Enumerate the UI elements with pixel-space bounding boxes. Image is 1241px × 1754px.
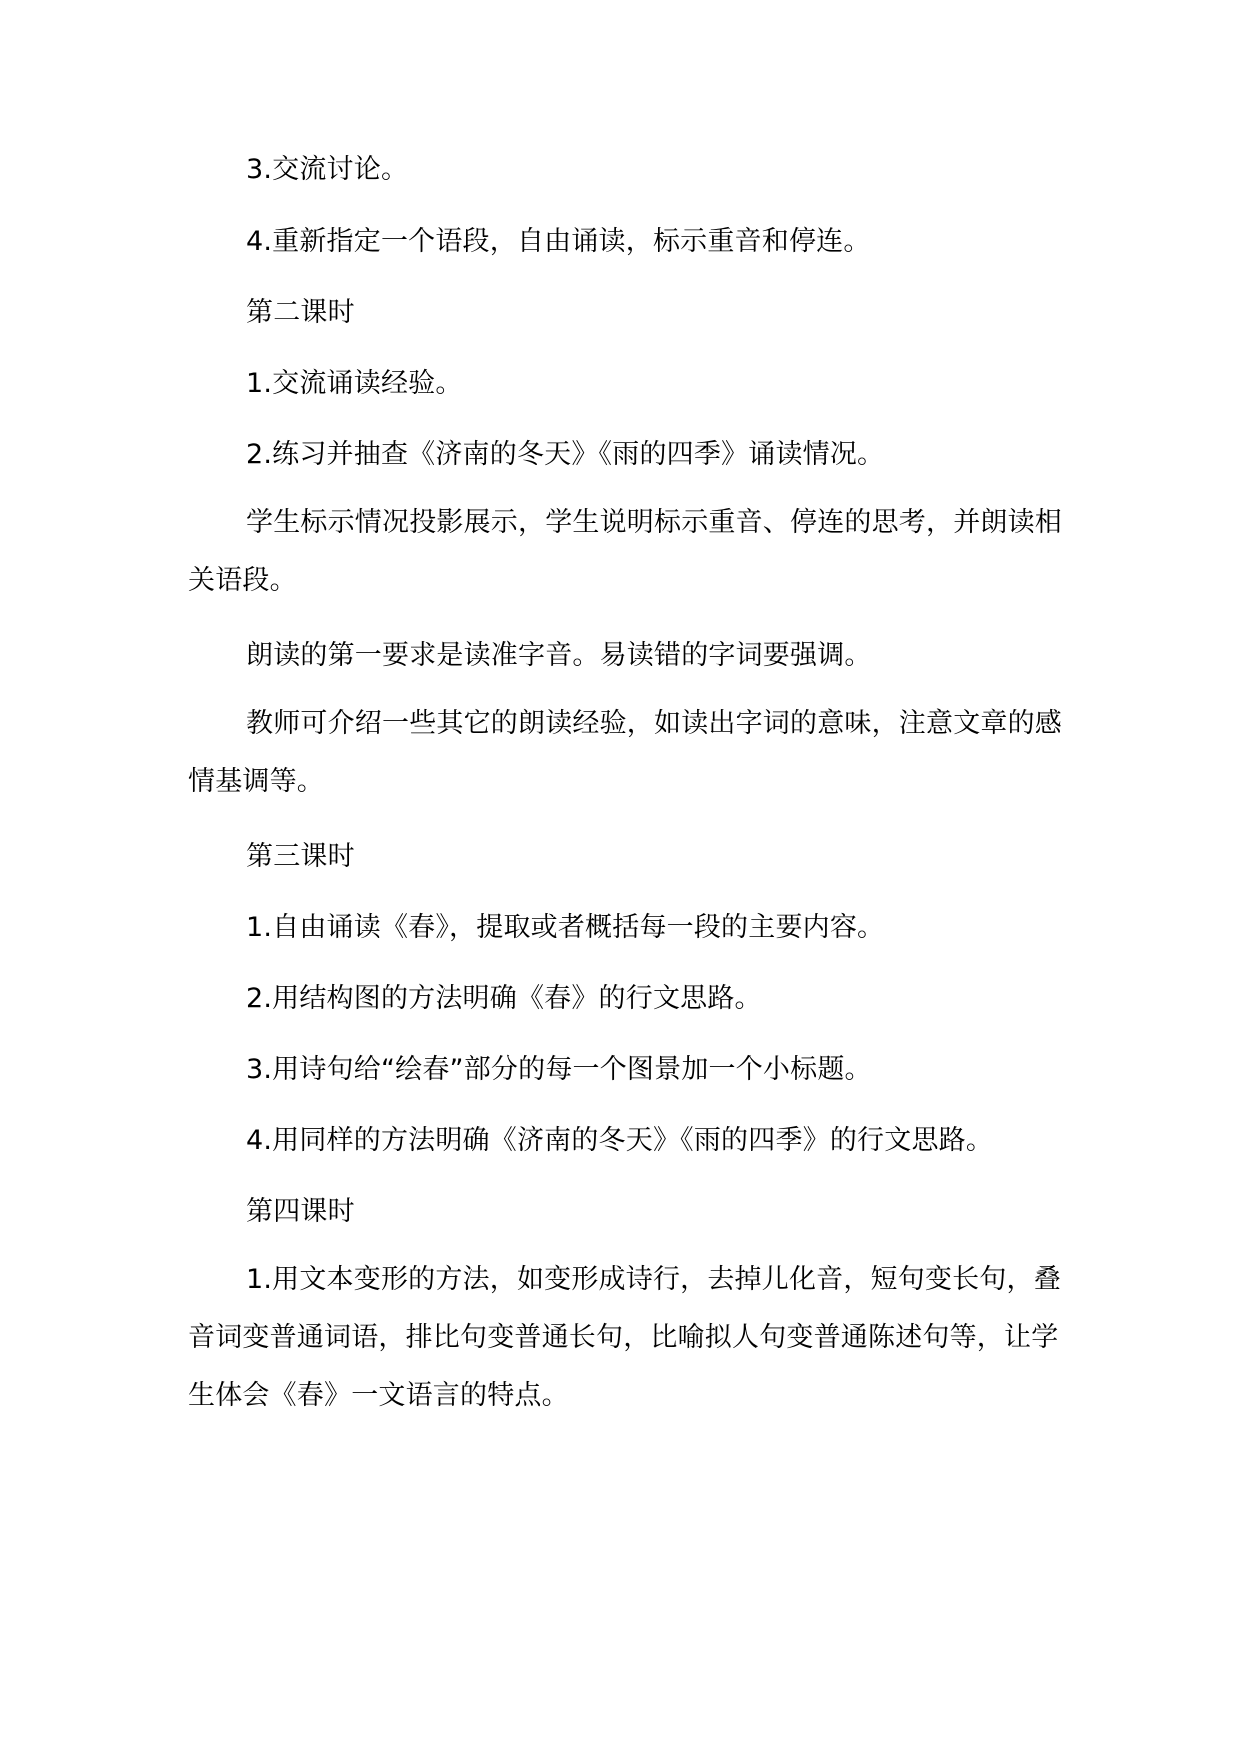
paragraph-12: 1.用文本变形的方法，如变形成诗行，去掉儿化音，短句变长句，叠音词变普通词语，排比句变普通长句，比喻拟人句变普通陈述句等，让学生体会《春》一文语言的特点。 [188, 1264, 1061, 1411]
paragraph-4: 2.练习并抽查《济南的冬天》《雨的四季》诵读情况。 [246, 439, 885, 470]
paragraph-5: 学生标示情况投影展示，学生说明标示重音、停连的思考，并朗读相关语段。 [188, 507, 1062, 596]
paragraph-3: 1.交流诵读经验。 [246, 368, 463, 399]
paragraph-11: 4.用同样的方法明确《济南的冬天》《雨的四季》的行文思路。 [246, 1125, 994, 1156]
paragraph-10: 3.用诗句给“绘春”部分的每一个图景加一个小标题。 [246, 1054, 872, 1085]
paragraph-1: 3.交流讨论。 [246, 154, 409, 185]
paragraph-2: 4.重新指定一个语段，自由诵读，标示重音和停连。 [246, 226, 871, 257]
section-heading-lesson-3: 第三课时 [246, 841, 355, 872]
section-heading-lesson-4: 第四课时 [246, 1196, 355, 1227]
paragraph-7: 教师可介绍一些其它的朗读经验，如读出字词的意味，注意文章的感情基调等。 [188, 708, 1062, 797]
paragraph-6: 朗读的第一要求是读准字音。易读错的字词要强调。 [246, 640, 872, 671]
paragraph-8: 1.自由诵读《春》，提取或者概括每一段的主要内容。 [246, 912, 885, 943]
section-heading-lesson-2: 第二课时 [246, 297, 355, 328]
paragraph-9: 2.用结构图的方法明确《春》的行文思路。 [246, 983, 762, 1014]
